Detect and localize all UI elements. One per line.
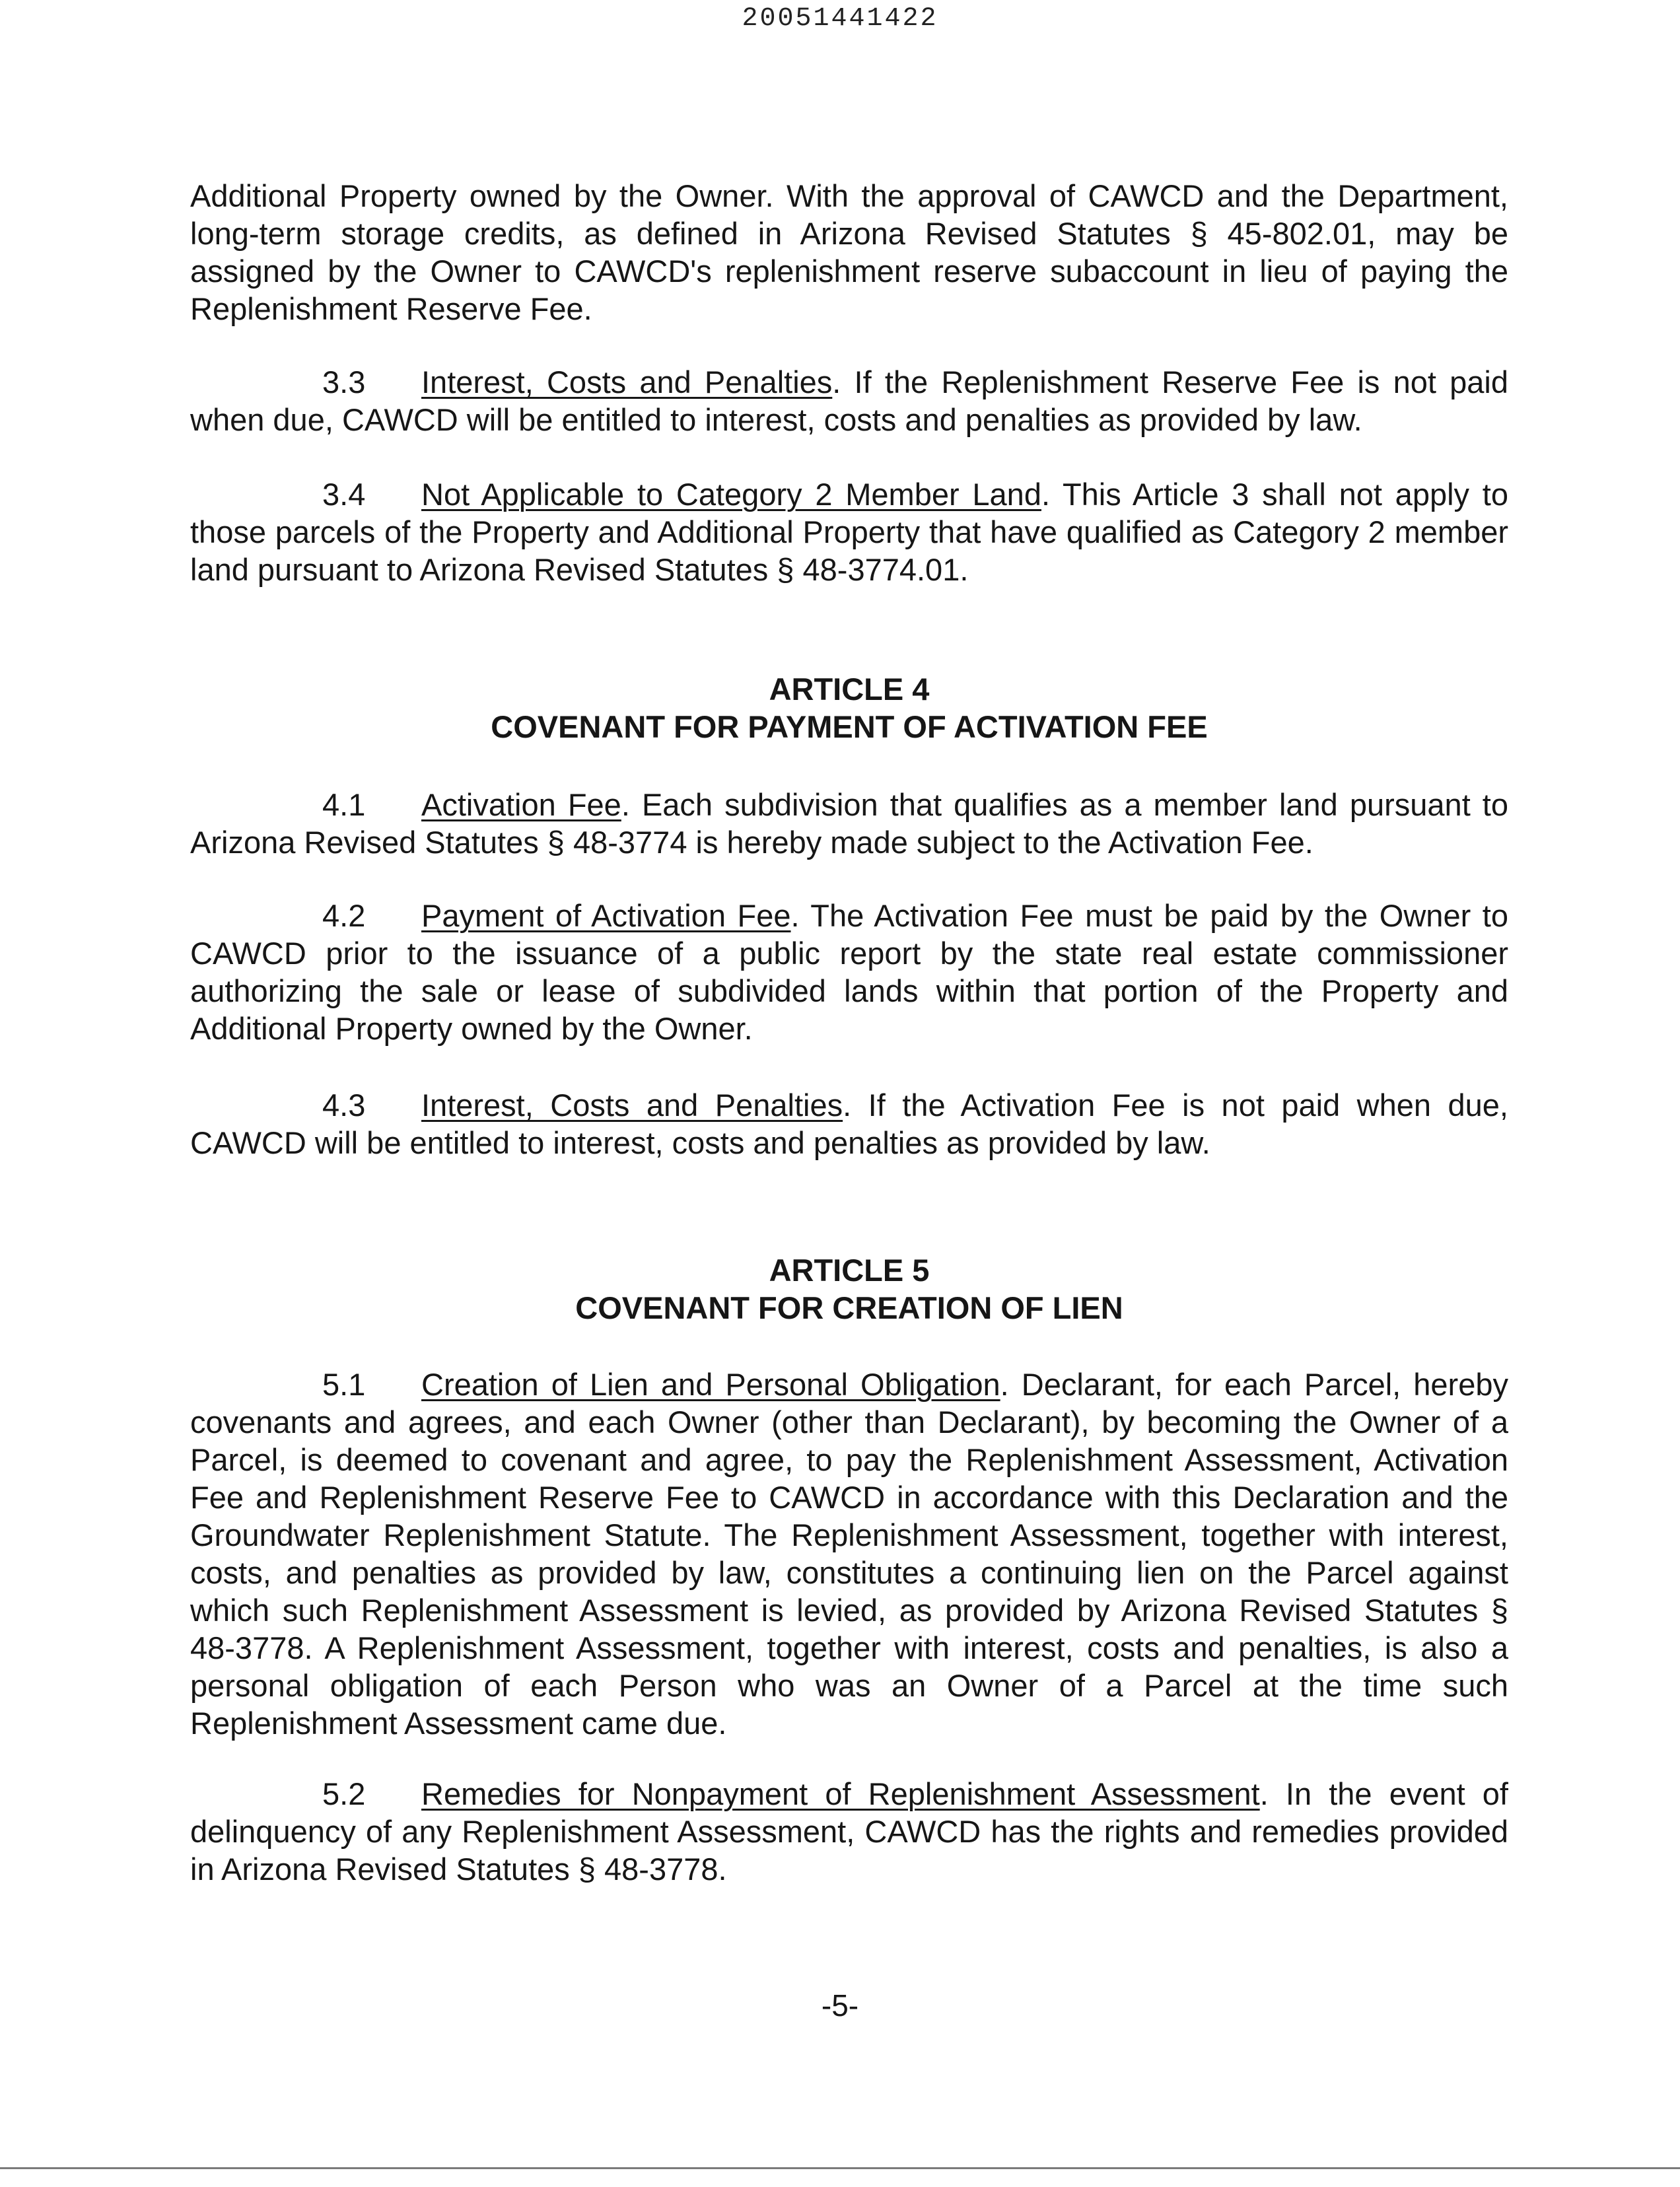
section-number: 3.4: [322, 477, 366, 512]
section-text: If the Activation Fee is not paid when due, CAWCD will be entitled to interest, costs and penalties as provided by law.: [190, 1088, 1508, 1160]
paragraph-4-2: 4.2 Payment of Activation Fee. The Activation Fee must be paid by the Owner to CAWCD prior to the issuance of a public report by the state real estate commissioner authorizing the sale or lease of subdivided lands within that portion of the Property and Additional Property owned by the Owner.: [190, 898, 1508, 1046]
section-heading: Remedies for Nonpayment of Replenishment Assessment: [421, 1776, 1260, 1811]
section-text: If the Replenishment Reserve Fee is not paid when due, CAWCD will be entitled to interest, costs and penalties as provided by law.: [190, 364, 1508, 437]
section-text: This Article 3 shall not apply to those parcels of the Property and Additional Property that have qualified as Category 2 member land pursuant to Arizona Revised Statutes § 48-3774.01.: [190, 477, 1508, 587]
article-5-heading: [190, 1251, 1508, 1327]
section-heading: Payment of Activation Fee: [421, 898, 791, 933]
page-number: -5-: [821, 1988, 859, 2023]
paragraph-5-1: 5.1 Creation of Lien and Personal Obligation. Declarant, for each Parcel, hereby covenants and agrees, and each Owner (other than Declarant), by becoming the Owner of a Parcel, is deemed to covenant and agree, to pay the Replenishment Assessment, Activation Fee and Replenishment Reserve Fee to CAWCD in accordance with this Declaration and the Groundwater Replenishment Statute. The Replenishment Assessment, together with interest, costs, and penalties as provided by law, constitutes a continuing lien on the Parcel against which such Replenishment Assessment is levied, as provided by Arizona Revised Statutes § 48-3778. A Replenishment Assessment, together with interest, costs and penalties, is also a personal obligation of each Person who was an Owner of a Parcel at the time such Replenishment Assessment came due.: [190, 1367, 1508, 1741]
section-text: In the event of delinquency of any Replenishment Assessment, CAWCD has the rights and remedies provided in Arizona Revised Statutes § 48-3778.: [190, 1776, 1508, 1887]
article-title: COVENANT FOR CREATION OF LIEN: [575, 1290, 1123, 1325]
section-number: 4.2: [322, 898, 366, 933]
article-title: COVENANT FOR PAYMENT OF ACTIVATION FEE: [491, 709, 1208, 744]
paragraph-4-1: 4.1 Activation Fee. Each subdivision that qualifies as a member land pursuant to Arizona Revised Statutes § 48-3774 is hereby made subject to the Activation Fee.: [190, 787, 1509, 860]
section-heading: Activation Fee: [421, 787, 621, 822]
section-text: Each subdivision that qualifies as a member land pursuant to Arizona Revised Statutes § 48-3774 is hereby made subject to the Activation Fee.: [190, 787, 1509, 860]
section-number: 4.1: [322, 787, 366, 822]
document-id: 20051441422: [742, 4, 938, 34]
paragraph-4-3: 4.3 Interest, Costs and Penalties. If the Activation Fee is not paid when due, CAWCD will be entitled to interest, costs and penalties as provided by law.: [190, 1088, 1508, 1160]
section-number: 4.3: [322, 1088, 366, 1123]
section-number: 5.1: [322, 1367, 366, 1402]
section-heading: Interest, Costs and Penalties: [421, 364, 833, 399]
bottom-scan-edge: [0, 2167, 1680, 2169]
section-number: 5.2: [322, 1776, 366, 1811]
paragraph-3-2-continuation: Additional Property owned by the Owner. With the approval of CAWCD and the Department, long-term storage credits, as defined in Arizona Revised Statutes § 45-802.01, may be assigned by the Owner to CAWCD's replenishment reserve subaccount in lieu of paying the Replenishment Reserve Fee.: [190, 178, 1508, 326]
paragraph-3-4: 3.4 Not Applicable to Category 2 Member Land. This Article 3 shall not apply to those parcels of the Property and Additional Property that have qualified as Category 2 member land pursuant to Arizona Revised Statutes § 48-3774.01.: [190, 477, 1508, 587]
article-label: ARTICLE 5: [769, 1253, 930, 1288]
section-heading: Not Applicable to Category 2 Member Land: [421, 477, 1041, 512]
article-label: ARTICLE 4: [769, 672, 930, 707]
section-number: 3.3: [322, 364, 366, 399]
section-text: Declarant, for each Parcel, hereby covenants and agrees, and each Owner (other than Declarant), by becoming the Owner of a Parcel, is deemed to covenant and agree, to pay the Replenishment Assessment, Activation Fee and Replenishment Reserve Fee to CAWCD in accordance with this Declaration and the Groundwater Replenishment Statute. The Replenishment Assessment, together with interest, costs, and penalties as provided by law, constitutes a continuing lien on the Parcel against which such Replenishment Assessment is levied, as provided by Arizona Revised Statutes § 48-3778. A Replenishment Assessment, together with interest, costs and penalties, is also a personal obligation of each Person who was an Owner of a Parcel at the time such Replenishment Assessment came due.: [190, 1367, 1508, 1741]
paragraph-5-2: 5.2 Remedies for Nonpayment of Replenishment Assessment. In the event of delinquency of any Replenishment Assessment, CAWCD has the rights and remedies provided in Arizona Revised Statutes § 48-3778.: [190, 1776, 1508, 1887]
section-text: The Activation Fee must be paid by the Owner to CAWCD prior to the issuance of a public report by the state real estate commissioner authorizing the sale or lease of subdivided lands within that portion of the Property and Additional Property owned by the Owner.: [190, 898, 1508, 1046]
section-heading: Creation of Lien and Personal Obligation: [421, 1367, 1000, 1402]
paragraph-3-3: 3.3 Interest, Costs and Penalties. If the Replenishment Reserve Fee is not paid when due, CAWCD will be entitled to interest, costs and penalties as provided by law.: [190, 364, 1508, 437]
article-4-heading: [190, 670, 1508, 746]
section-heading: Interest, Costs and Penalties: [421, 1088, 843, 1123]
